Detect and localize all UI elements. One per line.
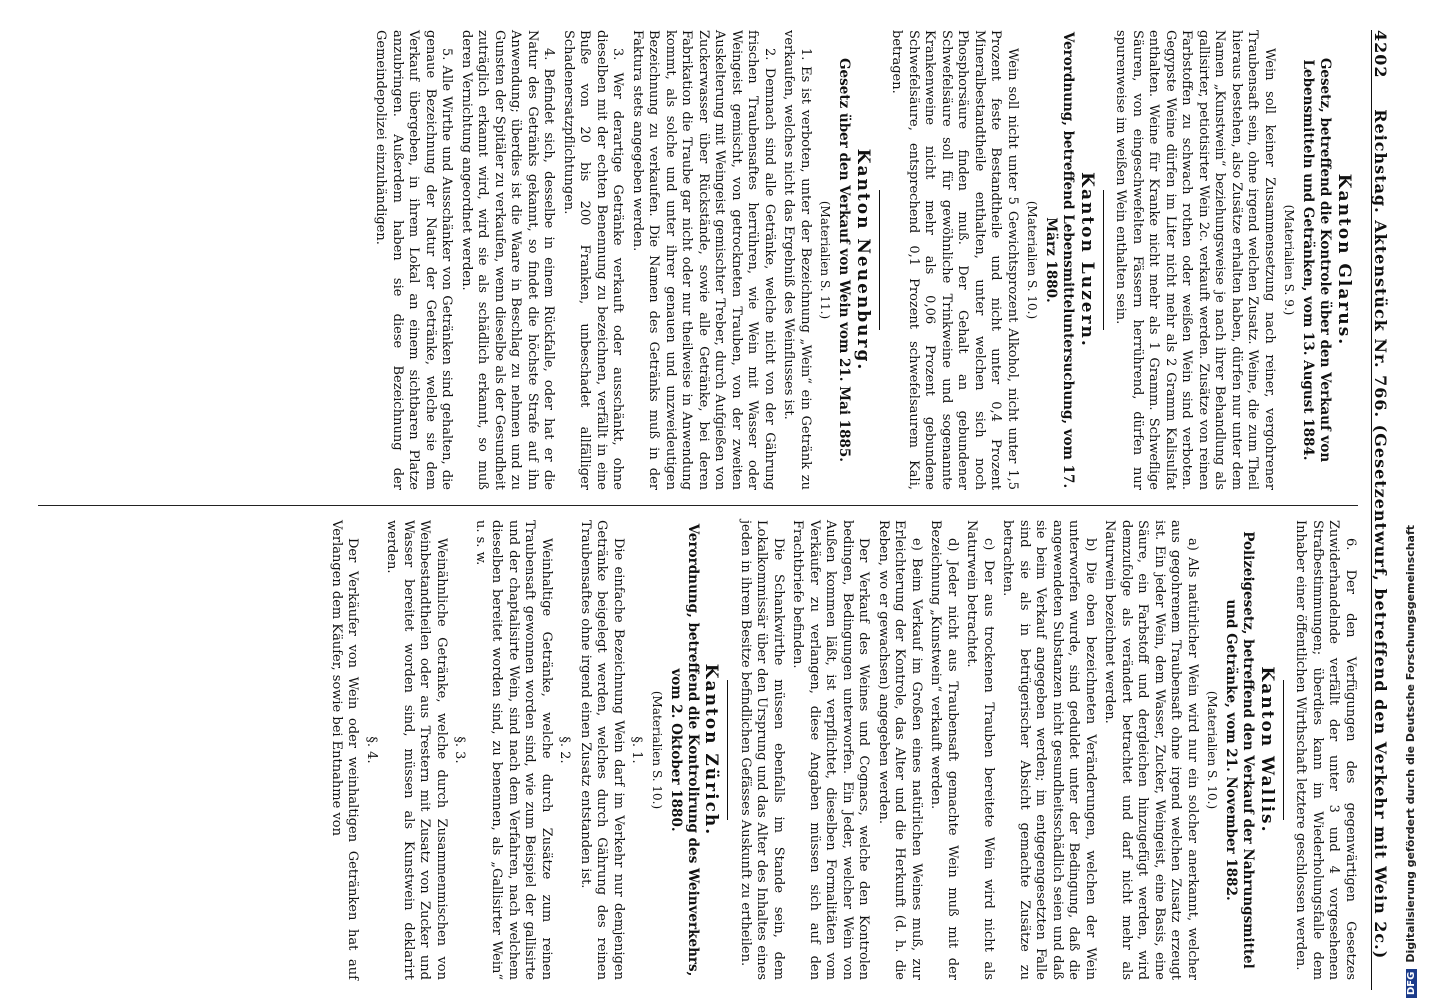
law-title: Verordnung, betreffend die Kontrolirung des Weinverkehrs, vom 2. Oktober 1880. <box>668 523 701 977</box>
section-separator <box>728 680 729 820</box>
credit-text: Digitalisierung gefördert durch die Deutsche Forschungsgemeinschaft <box>1404 524 1417 963</box>
body-paragraph: c) Der aus trockenen Trauben bereitete Wein wird nicht als Naturwein betrachtet. <box>964 520 996 980</box>
canton-heading: Kanton Neuenburg. <box>853 148 873 372</box>
body-paragraph: Wein soll keiner Zusammensetzung nach reiner, vergohrener Traubensaft sein, ohne irgend welchen Zusatz. Weine, die zum Theil hieraus bestehen, also Zusätze erhalten haben, dürfen nur unter dem Namen „Kunstwein“ beziehungsweise je nach ihrer Behandlung als gallisirter, petiotisirter Wein 2c. verkauft werden. Zusätze von reinen Farbstoffen zu schwach rothen oder weißen Wein sind verboten. Gegypste Weine dürfen im Liter nicht mehr als 2 Gramm Kalisulfat enthalten. Weine für Kranke nicht mehr als 1 Gramm. Schweflige Säuren, von eingeschwefelten Fässern herrührend, dürfen nur spurenweise im weißen Wein enthalten sein. <box>1113 30 1277 490</box>
dfg-logo: DFG <box>1406 969 1417 998</box>
rotated-text-page <box>30 30 1398 990</box>
body-paragraph: 4. Befindet sich, desselbe in einem Rückfalle, oder hat er die Natur des Getränks gekannt, so findet die höchste Strafe auf ihn Anwendung; überdies ist die Waare in Beschlag zu nehmen und zu Gunsten der Spitäler zu verkaufen, wenn dieselbe als der Gesundheit zuträglich erkannt wird, wird sie als schädlich erkannt, so muß deren Vernichtung angeordnet werden. <box>459 30 557 490</box>
body-paragraph: Die einfache Bezeichnung Wein darf im Verkehr nur demjenigen Getränke beigelegt werden, welches durch Gährung des reinen Traubensaftes ohne irgend einen Zusatz entstanden ist. <box>578 520 626 980</box>
section-separator <box>879 190 880 330</box>
body-paragraph: 2. Demnach sind alle Getränke, welche nicht von der Gährung frischen Traubensaftes herrühren, wie Wein mit Wasser oder Weingeist gemischt, von getrockneten Trauben, von der zweiten Auskelterung mit Weingeist gemischter Treber, durch Aufgießen von Zuckerwasser über Rückstände, sowie alle Getränke, bei deren Fabrikation die Traube gar nicht oder nur theilweise in Anwendung kommt, als solche und unter ihrer genauen und unzweideutigen Bezeichnung zu verkaufen. Die Namen des Getränks muß in der Faktura stets angegeben werden. <box>630 30 777 490</box>
source-reference: (Materialien S. 10.) <box>650 690 664 810</box>
section-separator <box>1283 680 1284 820</box>
source-reference: (Materialien S. 10.) <box>1025 200 1040 320</box>
canton-heading: Kanton Wallis. <box>1257 666 1277 834</box>
canton-heading: Kanton Glarus. <box>1334 173 1354 347</box>
body-paragraph: Weinähnliche Getränke, welche durch Zusammenmischen von Weinbestandtheilen oder aus Trestern mit Zusatz von Zucker und Wasser bereitet worden sind, müssen als Kunstwein deklarirt werden. <box>384 520 449 980</box>
body-paragraph: e) Beim Verkauf im Großen eines natürlichen Weines muß, zur Erleichterung der Kontrole, das Alter und die Herkunft (d. h. die Reben, wo er gewachsen) angegeben werden. <box>876 520 924 980</box>
source-reference: (Materialien S. 9.) <box>1282 204 1297 316</box>
body-paragraph: Wein soll nicht unter 5 Gewichtsprozent Alkohol, nicht unter 1,5 Prozent feste Bestandtheile und nicht unter 0,4 Prozent Mineralbestandtheile enthalten, unter welchen sich noch Phosphorsäure finden muß. Der Gehalt an gebundener Schwefelsäure soll für gewöhnliche Trinkweine und sogenannte Krankenweine nicht mehr als 0,06 Prozent gebundene Schwefelsäure, entsprechend 0,1 Prozent schwefelsaurem Kali, betragen. <box>889 30 1020 490</box>
section-number: §. 2. <box>557 736 573 764</box>
body-paragraph: 3. Wer derartige Getränke verkauft oder ausschänkt, ohne dieselben mit der echten Benennung zu bezeichnen, verfällt in eine Buße von 20 bis 200 Franken, unbeschadet allfälliger Schadenersatzpflichtungen. <box>561 30 626 490</box>
lead-paragraph: 6. Der den Verfügungen des gegenwärtigen Gesetzes Zuwiderhandelnde verfällt der unter 3 und 4 vorgesehenen Strafbestimmungen; überdies kann im Wiederholungsfalle dem Inhaber einer öffentlichen Wirthschaft letztere geschlossen werden. <box>1293 520 1358 980</box>
right-column <box>325 520 1359 980</box>
body-paragraph: Die Schankwirthe müssen ebenfalls im Stande sein, dem Lokalkommissär über den Ursprung und das Alter des Inhaltes eines jeden in ihrem Besitze befindlichen Gefässes Auskunft zu ertheilen. <box>738 520 786 980</box>
section-number: §. 1. <box>629 736 645 764</box>
body-paragraph: 1. Es ist verboten, unter der Bezeichnung „Wein“ ein Getränk zu verkaufen, welches nicht das Ergebniß des Weinflusses ist. <box>781 30 813 490</box>
canton-heading: Kanton Luzern. <box>1077 172 1097 348</box>
source-reference: (Materialien S. 11.) <box>818 200 833 320</box>
law-title: Verordnung, betreffend Lebensmitteluntersuchung, vom 17. März 1880. <box>1043 31 1077 489</box>
body-paragraph: Der Verkäufer von Wein oder weinhaltigen Getränken hat auf Verlangen dem Käufer, sowie bei Entnahme von <box>329 520 361 980</box>
law-title: Gesetz über den Verkauf von Wein vom 21. Mai 1885. <box>836 58 853 462</box>
left-column <box>369 30 1358 490</box>
body-paragraph: Der Verkauf des Weines und Cognacs, welche den Kontrolen bedingen, Bedingungen unterworfen. Ein Jeder, welcher Wein von Außen kommen läßt, ist verpflichtet, dieselben Formalitäten vom Verkäufer zu verlangen, diese Angaben müssen sich auf den Frachtbriefe befinden. <box>790 520 872 980</box>
header-title: Reichstag. Aktenstück Nr. 766. (Gesetzentwurf, betreffend den Verkehr mit Wein 2c.) <box>1371 109 1391 960</box>
canton-heading: Kanton Zürich. <box>701 663 722 837</box>
body-paragraph: d) Jeder nicht aus Traubensaft gemachte Wein muß mit der Bezeichnung „Kunstwein“ verkauft werden. <box>928 520 960 980</box>
section-number: §. 4. <box>364 736 379 764</box>
sidebar-credit <box>1404 0 1418 998</box>
body-paragraph: b) Die oben bezeichneten Veränderungen, welchen der Wein unterworfen wurde, sind geduldet unter der Bedingung, daß die angewendeten Substanzen nicht gesundheitsschädlich seien und daß sie beim Verkauf angegeben werden; im entgegengesetzten Falle sind sie als in betrügerischer Absicht gemachte Zusätze zu betrachten. <box>1000 520 1098 980</box>
section-number: §. 3. <box>452 736 468 764</box>
law-title: Gesetz, betreffend die Kontrole über den Verkauf von Lebensmitteln und Getränken, vom 13. August 1884. <box>1300 57 1334 463</box>
column-divider <box>38 505 1358 506</box>
law-title: Polizeigesetz, betreffend den Verkauf der Nahrungsmittel und Getränke, vom 21. November 1882. <box>1223 531 1257 969</box>
page-number: 4202 <box>1371 30 1391 79</box>
body-paragraph: Weinhaltige Getränke, welche durch Zusätze zum reinen Traubensaft gewonnen worden sind, wie zum Beispiel der gallisirte und der chaptalisirte Wein, sind nach dem Verfahren, nach welchem dieselben bereitet worden sind, zu benennen, als „Gallisirter Wein“ u. s. w. <box>473 520 554 980</box>
body-paragraph: 5. Alle Wirthe und Ausschänker von Getränken sind gehalten, die genaue Bezeichnung der Natur der Getränke, welche sie dem Verkauf übergeben, in ihrem Lokal an einem sichtbaren Platze anzubringen. Außerdem haben sie diese Bezeichnung der Gemeindepolizei einzuhändigen. <box>373 30 455 490</box>
running-header <box>1371 30 1398 990</box>
source-reference: (Materialien S. 10.) <box>1205 690 1220 810</box>
body-paragraph: a) Als natürlicher Wein wird nur ein solcher anerkannt, welcher aus gegohrenem Traubensaft ohne irgend welchen Zusatz erzeugt ist. Ein jeder Wein, dem Wasser, Zucker, Weingeist, eine Basis, eine Säure, ein Farbstoff und dergleichen hinzugefügt werden, wird demzufolge als verändert betrachtet und darf nicht mehr als Naturwein bezeichnet werden. <box>1102 520 1200 980</box>
section-separator <box>1103 190 1104 330</box>
